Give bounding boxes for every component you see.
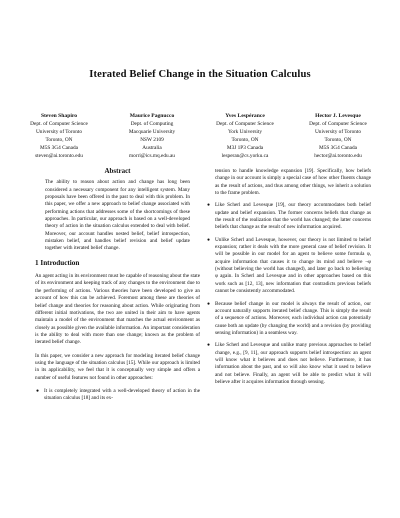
list-item-continued bbox=[206, 168, 371, 197]
list-item bbox=[206, 237, 371, 296]
bullet-icon: ● bbox=[207, 203, 211, 209]
author-city: Toronto, ON bbox=[45, 136, 73, 143]
abstract bbox=[35, 179, 200, 252]
list-item-text: Because belief change in our model is always the result of action, our account naturally supports iterated belief change. This is simply the result of a sequence of actions. Moreover, each individual action can potentially cause both an update (by changing the world) and a revision (by providing sensing information) in a seamless way. bbox=[215, 300, 371, 336]
list-item bbox=[206, 342, 371, 386]
abstract-heading: Abstract bbox=[104, 167, 131, 175]
feature-list bbox=[35, 388, 200, 403]
author-name: Yves Lespérance bbox=[225, 113, 265, 119]
list-item bbox=[35, 388, 200, 403]
right-column bbox=[206, 168, 371, 391]
list-item-text: Unlike Scherl and Levesque, however, our theory is not limited to belief expansion; rather it deals with the more general case of belief revision. It will be possible in our model for an agent to believe some formula φ, acquire information that causes it to change its mind and believe ¬φ (without believing the world has changed), and later go back to believing φ again. In Scherl and Levesque and in other approaches based on this work such as [12, 13], new information that contradicts previous beliefs cannot be consistently accommodated. bbox=[215, 236, 371, 295]
author-email: morri@ics.mq.edu.au bbox=[129, 152, 175, 159]
intro-paragraph: An agent acting in its environment must be capable of reasoning about the state of its environment and keeping track of any changes to the environment due to the performing of actions. Various theories have been developed to give an account of how this can be achieved. Foremost among these are theories of belief change and theories for reasoning about action. While originating from different initial motivations, the two are united in their aim to have agents maintain a model of the environment that matches the actual environment as closely as possible given the available information. An important consideration is the ability to deal with more than one change; known as the problem of iterated belief change. bbox=[35, 273, 200, 346]
author-email: steven@ai.toronto.edu bbox=[35, 152, 83, 159]
author-email: hector@ai.toronto.edu bbox=[314, 152, 362, 159]
feature-list bbox=[206, 168, 371, 386]
list-item-text: It is completely integrated with a well-developed theory of action in the situation calculus [18] and its ex- bbox=[44, 387, 200, 402]
abstract-text: The ability to reason about action and change has long been considered a necessary component for any intelligent system. Many proposals have been offered in the past to deal with this problem. In this paper, we offer a new approach to belief change associated with performing actions that addresses some of the shortcomings of these approaches. In particular, our approach is based on a well-developed theory of action in the situation calculus extended to deal with belief. Moreover, our account handles nested belief, belief introspection, mistaken belief, and handles belief revision and belief update together with iterated belief change. bbox=[45, 179, 190, 252]
left-column bbox=[35, 168, 200, 408]
author-postal: M3J 1P3 Canada bbox=[226, 144, 264, 151]
author-dept: Dept. of Computer Science bbox=[309, 120, 367, 127]
bullet-icon: ● bbox=[207, 343, 211, 349]
author-block bbox=[107, 113, 197, 160]
author-postal: M5S 3G4 Canada bbox=[319, 144, 357, 151]
author-city: Toronto, ON bbox=[324, 136, 352, 143]
author-city: Toronto, ON bbox=[231, 136, 259, 143]
author-institution: Macquarie University bbox=[128, 128, 176, 135]
author-block bbox=[14, 113, 104, 160]
author-institution: University of Toronto bbox=[314, 128, 362, 135]
author-institution: University of Toronto bbox=[35, 128, 83, 135]
author-block bbox=[200, 113, 290, 160]
list-item bbox=[206, 301, 371, 338]
list-item bbox=[206, 202, 371, 231]
author-block bbox=[293, 113, 383, 160]
paper-title: Iterated Belief Change in the Situation Calculus bbox=[89, 69, 311, 80]
author-dept: Dept. of Computer Science bbox=[30, 120, 88, 127]
bullet-icon: ● bbox=[207, 301, 211, 307]
list-item-text: tension to handle knowledge expansion [19]. Specifically, how beliefs change in our account is simply a special case of how other fluents change as the result of actions, and thus among other things, we inherit a solution to the frame problem. bbox=[215, 168, 371, 197]
list-item-text: Like Scherl and Levesque and unlike many previous approaches to belief change, e.g., [9, 11], our approach supports belief introspection: an agent will know what it believes and does not believe. Furthermore, it has information about the past, and so will also know what it used to believe and not believe. Finally, an agent will be able to predict what it will believe after it acquires information through sensing. bbox=[215, 342, 371, 385]
bullet-icon: ● bbox=[36, 388, 40, 394]
list-item-text: Like Scherl and Levesque [19], our theory accommodates both belief update and belief expansion. The former concerns beliefs that change as the result of the realization that the world has changed; the latter concerns beliefs that change as the result of new information acquired. bbox=[215, 202, 371, 231]
author-name: Maurice Pagnucco bbox=[129, 113, 175, 119]
author-email: lesperan@cs.yorku.ca bbox=[221, 152, 269, 159]
author-name: Hector J. Levesque bbox=[315, 113, 361, 119]
author-postal: Australia bbox=[142, 144, 162, 151]
author-dept: Dept. of Computer Science bbox=[216, 120, 274, 127]
section-heading-introduction: 1 Introduction bbox=[35, 258, 80, 267]
author-name: Steven Shapiro bbox=[40, 113, 78, 119]
author-institution: York University bbox=[227, 128, 263, 135]
bullet-icon: ● bbox=[207, 237, 211, 243]
author-city: NSW 2109 bbox=[140, 136, 164, 143]
author-postal: M5S 3G4 Canada bbox=[40, 144, 78, 151]
intro-paragraph: In this paper, we consider a new approach for modeling iterated belief change using the language of the situation calculus [15]. While our approach is limited in its applicability, we feel that it is conceptually very simple and offers a number of useful features not found in other approaches: bbox=[35, 352, 200, 381]
author-dept: Dept. of Computing bbox=[130, 120, 174, 127]
